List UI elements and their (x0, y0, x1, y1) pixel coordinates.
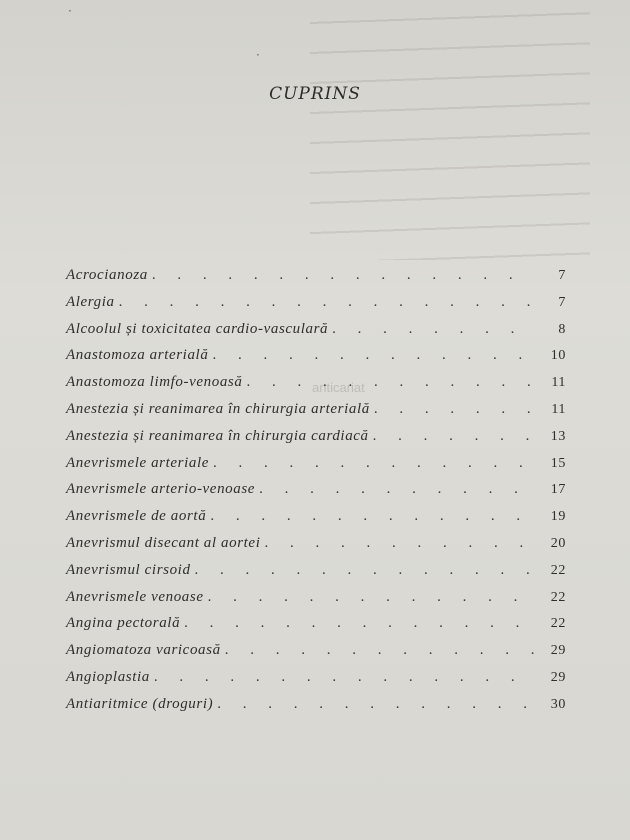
dot-leader (184, 610, 534, 637)
dot-leader (217, 691, 534, 718)
dot-leader (246, 369, 534, 396)
toc-entry (66, 289, 566, 316)
toc-entry (66, 262, 566, 289)
dot-leader (195, 557, 534, 584)
toc-entry-page-number: 15 (550, 455, 566, 471)
toc-entry-title: Angioplastia (66, 668, 150, 685)
toc-entry-page-number: 29 (550, 643, 566, 659)
toc-entry-title: Anevrismele venoase (66, 588, 204, 605)
toc-entry-title: Antiaritmice (droguri) (66, 695, 214, 712)
table-of-contents (66, 262, 566, 718)
toc-entry-page-number: 13 (550, 428, 566, 444)
dot-leader (264, 530, 534, 557)
dot-leader (212, 342, 534, 369)
toc-entry (66, 423, 566, 450)
toc-entry-page-number: 29 (550, 669, 566, 685)
dot-leader (373, 423, 534, 450)
toc-entry-title: Anestezia și reanimarea în chirurgia arterială (66, 400, 370, 417)
toc-entry-title: Anastomoza limfo-venoasă (66, 374, 243, 391)
toc-entry-page-number: 19 (550, 509, 566, 525)
toc-entry-title: Anevrismele arterio-venoase (66, 481, 256, 498)
show-through-text (310, 0, 590, 260)
toc-entry-page-number: 7 (558, 294, 566, 310)
toc-entry (66, 503, 566, 530)
dot-leader (374, 396, 534, 423)
toc-entry-title: Anevrismul cirsoid (66, 561, 191, 578)
toc-entry-page-number: 22 (550, 589, 566, 605)
toc-entry-title: Angiomatoza varicoasă (66, 642, 221, 659)
toc-entry-title: Angina pectorală (66, 615, 181, 632)
dot-leader (119, 289, 534, 316)
toc-entry (66, 396, 566, 423)
toc-entry-page-number: 30 (550, 696, 566, 712)
toc-entry (66, 450, 566, 477)
toc-entry-title: Anevrismele arteriale (66, 454, 209, 471)
toc-entry-title: Anevrismele de aortă (66, 508, 207, 525)
toc-entry-title: Anastomoza arterială (66, 347, 209, 364)
watermark: anticariat (312, 380, 365, 395)
toc-entry-title: Anevrismul disecant al aortei (66, 534, 261, 551)
toc-entry (66, 530, 566, 557)
toc-entry-page-number: 22 (550, 562, 566, 578)
dot-leader (152, 262, 534, 289)
toc-entry (66, 342, 566, 369)
toc-entry-page-number: 7 (558, 268, 566, 283)
toc-entry-title: Acrocianoza (66, 267, 148, 283)
page-mark: · (256, 48, 260, 62)
toc-entry (66, 637, 566, 664)
toc-entry-page-number: 20 (550, 535, 566, 551)
dot-leader (332, 316, 534, 343)
toc-entry (66, 584, 566, 611)
toc-entry (66, 557, 566, 584)
toc-entry-title: Alcoolul și toxicitatea cardio-vasculară (66, 320, 329, 337)
toc-entry-page-number: 11 (551, 401, 566, 417)
dot-leader (208, 584, 534, 611)
toc-entry-page-number: 17 (550, 482, 566, 498)
toc-entry-title: Alergia (66, 293, 115, 310)
dot-leader (210, 503, 534, 530)
page-mark: · (68, 4, 72, 18)
toc-entry (66, 369, 566, 396)
dot-leader (213, 450, 534, 477)
toc-entry-title: Anestezia și reanimarea în chirurgia cardiacă (66, 427, 369, 444)
dot-leader (259, 476, 534, 503)
toc-entry-page-number: 11 (551, 375, 566, 391)
toc-entry (66, 610, 566, 637)
toc-entry (66, 316, 566, 343)
dot-leader (225, 637, 534, 664)
toc-entry (66, 691, 566, 718)
dot-leader (154, 664, 534, 691)
toc-entry-page-number: 22 (550, 616, 566, 632)
toc-entry-page-number: 8 (558, 321, 566, 337)
page-title: CUPRINS (269, 84, 361, 104)
toc-entry-page-number: 10 (550, 348, 566, 364)
toc-entry (66, 664, 566, 691)
toc-entry (66, 476, 566, 503)
